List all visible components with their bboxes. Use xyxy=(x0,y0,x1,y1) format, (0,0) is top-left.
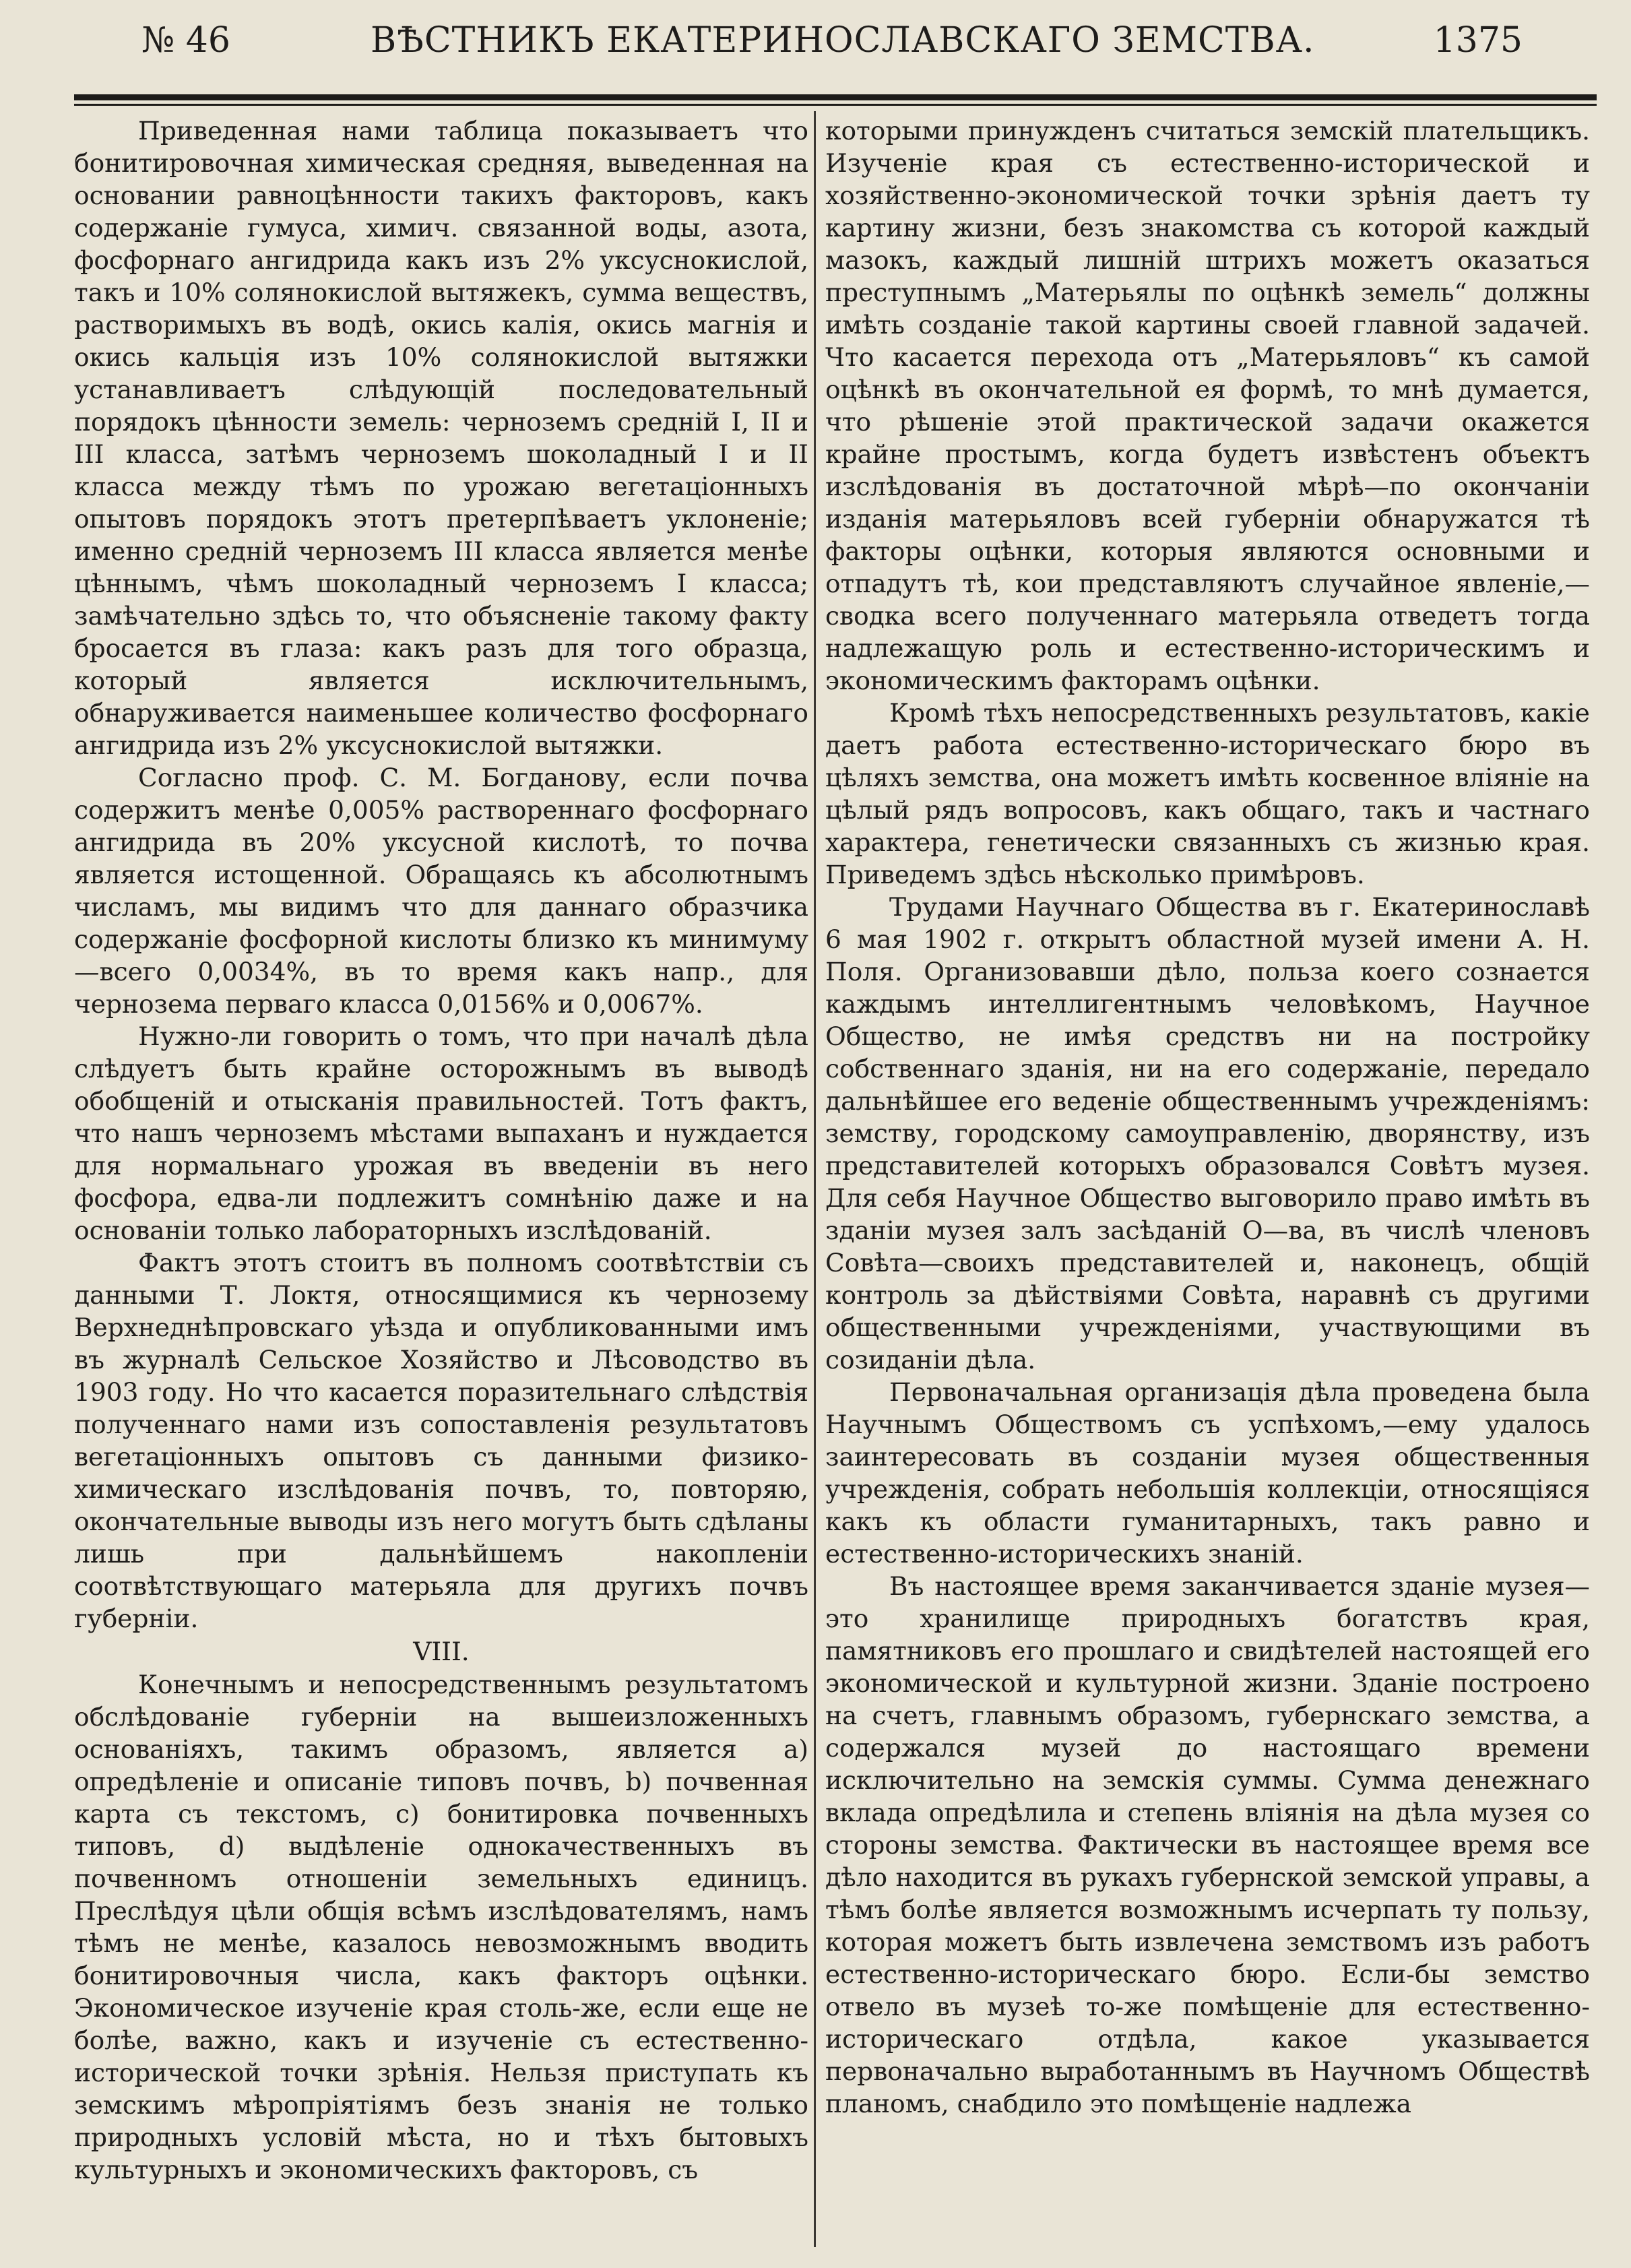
paragraph: Согласно проф. С. М. Богданову, если почва содержитъ менѣе 0,005% раствореннаго фосфорнаго ангидрида въ 20% уксусной кислотѣ, то почва является истощенной. Обращаясь къ абсолютнымъ числамъ, мы видимъ что для даннаго образчика содержаніе фосфорной кислоты близко къ минимуму—всего 0,0034%, въ то время какъ напр., для чернозема перваго класса 0,0156% и 0,0067%. xyxy=(74,763,808,1019)
paragraph: Приведенная нами таблица показываетъ что бонитировочная химическая средняя, выведенная на основании равноцѣнности такихъ факторовъ, какъ содержаніе гумуса, химич. связанной воды, азота, фосфорнаго ангидрида какъ изъ 2% уксуснокислой, такъ и 10% солянокислой вытяжекъ, сумма веществъ, растворимыхъ въ водѣ, окись калія, окись магнія и окись кальція изъ 10% солянокислой вытяжки устанавливаетъ слѣдующій последовательный порядокъ цѣнности земель: черноземъ средній I, II и III класса, затѣмъ черноземъ шоколадный I и II класса между тѣмъ по урожаю вегетаціонныхъ опытовъ порядокъ этотъ претерпѣваетъ уклоненіе; именно средній черноземъ III класса является менѣе цѣннымъ, чѣмъ шоколадный черноземъ I класса; замѣчательно здѣсь то, что объясненіе такому факту бросается въ глаза: какъ разъ для того образца, который является исключительнымъ, обнаруживается наименьшее количество фосфорнаго ангидрида изъ 2% уксуснокислой вытяжки. xyxy=(74,116,808,760)
paragraph: Нужно-ли говорить о томъ, что при началѣ дѣла слѣдуетъ быть крайне осторожнымъ въ выводѣ обобщеній и отысканія правильностей. Тотъ фактъ, что нашъ черноземъ мѣстами выпаханъ и нуждается для нормальнаго урожая въ введеніи въ него фосфора, едва-ли подлежитъ сомнѣнію даже и на основаніи только лабораторныхъ изслѣдованій. xyxy=(74,1021,808,1245)
paragraph: Кромѣ тѣхъ непосредственныхъ результатовъ, какіе даетъ работа естественно-историческаго бюро въ цѣляхъ земства, она можетъ имѣть косвенное вліяніе на цѣлый рядъ вопросовъ, какъ общаго, такъ и частнаго характера, генетически связанныхъ съ жизнью края. Приведемъ здѣсь нѣсколько примѣровъ. xyxy=(825,698,1590,889)
column-divider xyxy=(814,111,816,2247)
header-rule-thin xyxy=(74,104,1597,106)
paragraph: Первоначальная организація дѣла проведена была Научнымъ Обществомъ съ успѣхомъ,—ему удалось заинтересовать въ созданіи музея общественныя учрежденія, собрать небольшія коллекціи, относящіяся какъ къ области гуманитарныхъ, такъ равно и естественно-историческихъ знаній. xyxy=(825,1377,1590,1569)
page-number: 1375 xyxy=(1433,20,1523,61)
paragraph: которыми принужденъ считаться земскій плательщикъ. Изученіе края съ естественно-исторической и хозяйственно-экономической точки зрѣнія даетъ ту картину жизни, безъ знакомства съ которой каждый мазокъ, каждый лишній штрихъ можетъ оказаться преступнымъ „Матерьялы по оцѣнкѣ земель“ должны имѣть созданіе такой картины своей главной задачей. Что касается перехода отъ „Матерьяловъ“ къ самой оцѣнкѣ въ окончательной ея формѣ, то мнѣ думается, что рѣшеніе этой практической задачи окажется крайне простымъ, когда будетъ извѣстенъ объектъ изслѣдованія въ достаточной мѣрѣ—по окончаніи изданія матерьяловъ всей губерніи обнаружатся тѣ факторы оцѣнки, которыя являются основными и отпадутъ тѣ, кои представляютъ случайное явленіе,—сводка всего полученнаго матерьяла отведетъ тогда надлежащую роль и естественно-историческимъ и экономическимъ факторамъ оцѣнки. xyxy=(825,116,1590,695)
left-column xyxy=(74,115,808,2237)
header-rule-thick xyxy=(74,94,1597,100)
paragraph: Въ настоящее время заканчивается зданіе музея—это хранилище природныхъ богатствъ края, памятниковъ его прошлаго и свидѣтелей настоящей его экономической и культурной жизни. Зданіе построено на счетъ, главнымъ образомъ, губернскаго земства, а содержался музей до настоящаго времени исключительно на земскія суммы. Сумма денежнаго вклада опредѣлила и степень вліянія на дѣла музея со стороны земства. Фактически въ настоящее время все дѣло находится въ рукахъ губернской земской управы, а тѣмъ болѣе является возможнымъ исчерпать ту пользу, которая можетъ быть извлечена земствомъ изъ работъ естественно-историческаго бюро. Если-бы земство отвело въ музеѣ то-же помѣщеніе для естественно-историческаго отдѣла, какое указывается первоначально выработаннымъ въ Научномъ Обществѣ планомъ, снабдило это помѣщеніе надлежа xyxy=(825,1571,1590,2118)
paragraph: Конечнымъ и непосредственнымъ результатомъ обслѣдованіе губерніи на вышеизложенныхъ основаніяхъ, такимъ образомъ, является a) опредѣленіе и описаніе типовъ почвъ, b) почвенная карта съ текстомъ, c) бонитировка почвенныхъ типовъ, d) выдѣленіе однокачественныхъ въ почвенномъ отношеніи земельныхъ единицъ. Преслѣдуя цѣли общія всѣмъ изслѣдователямъ, намъ тѣмъ не менѣе, казалось невозможнымъ вводить бонитировочныя числа, какъ факторъ оцѣнки. Экономическое изученіе края столь-же, если еще не болѣе, важно, какъ и изученіе съ естественно-исторической точки зрѣнія. Нельзя приступать къ земскимъ мѣропріятіямъ безъ знанія не только природныхъ условій мѣста, но и тѣхъ бытовыхъ культурныхъ и экономическихъ факторовъ, съ xyxy=(74,1670,808,2184)
section-heading: VIII. xyxy=(413,1637,470,1666)
page-header xyxy=(74,13,1523,77)
journal-title: ВѢСТНИКЪ ЕКАТЕРИНОСЛАВСКАГО ЗЕМСТВА. xyxy=(371,20,1315,61)
right-column xyxy=(825,115,1590,2237)
paragraph: Фактъ этотъ стоитъ въ полномъ соотвѣтствіи съ данными Т. Локтя, относящимися къ чернозему Верхнеднѣпровскаго уѣзда и опубликованными имъ въ журналѣ Сельское Хозяйство и Лѣсоводство въ 1903 году. Но что касается поразительнаго слѣдствія полученнаго нами изъ сопоставленія результатовъ вегетаціонныхъ опытовъ съ данными физико-химическаго изслѣдованія почвъ, то, повторяю, окончательные выводы изъ него могутъ быть сдѣланы лишь при дальнѣйшемъ накопленіи соотвѣтствующаго матерьяла для другихъ почвъ губерніи. xyxy=(74,1248,808,1633)
paragraph: Трудами Научнаго Общества въ г. Екатеринославѣ 6 мая 1902 г. открытъ областной музей имени А. Н. Поля. Организовавши дѣло, польза коего сознается каждымъ интеллигентнымъ человѣкомъ, Научное Общество, не имѣя средствъ ни на постройку собственнаго зданія, ни на его содержаніе, передало дальнѣйшее его веденіе общественнымъ учрежденіямъ: земству, городскому самоуправленію, дворянству, изъ представителей которыхъ образовался Совѣтъ музея. Для себя Научное Общество выговорило право имѣть въ зданіи музея залъ засѣданій О—ва, въ числѣ членовъ Совѣта—своихъ представителей и, наконецъ, общій контроль за дѣйствіями Совѣта, наравнѣ съ другими общественными учрежденіями, участвующими въ созиданіи дѣла. xyxy=(825,892,1590,1375)
issue-number: № 46 xyxy=(141,20,230,61)
